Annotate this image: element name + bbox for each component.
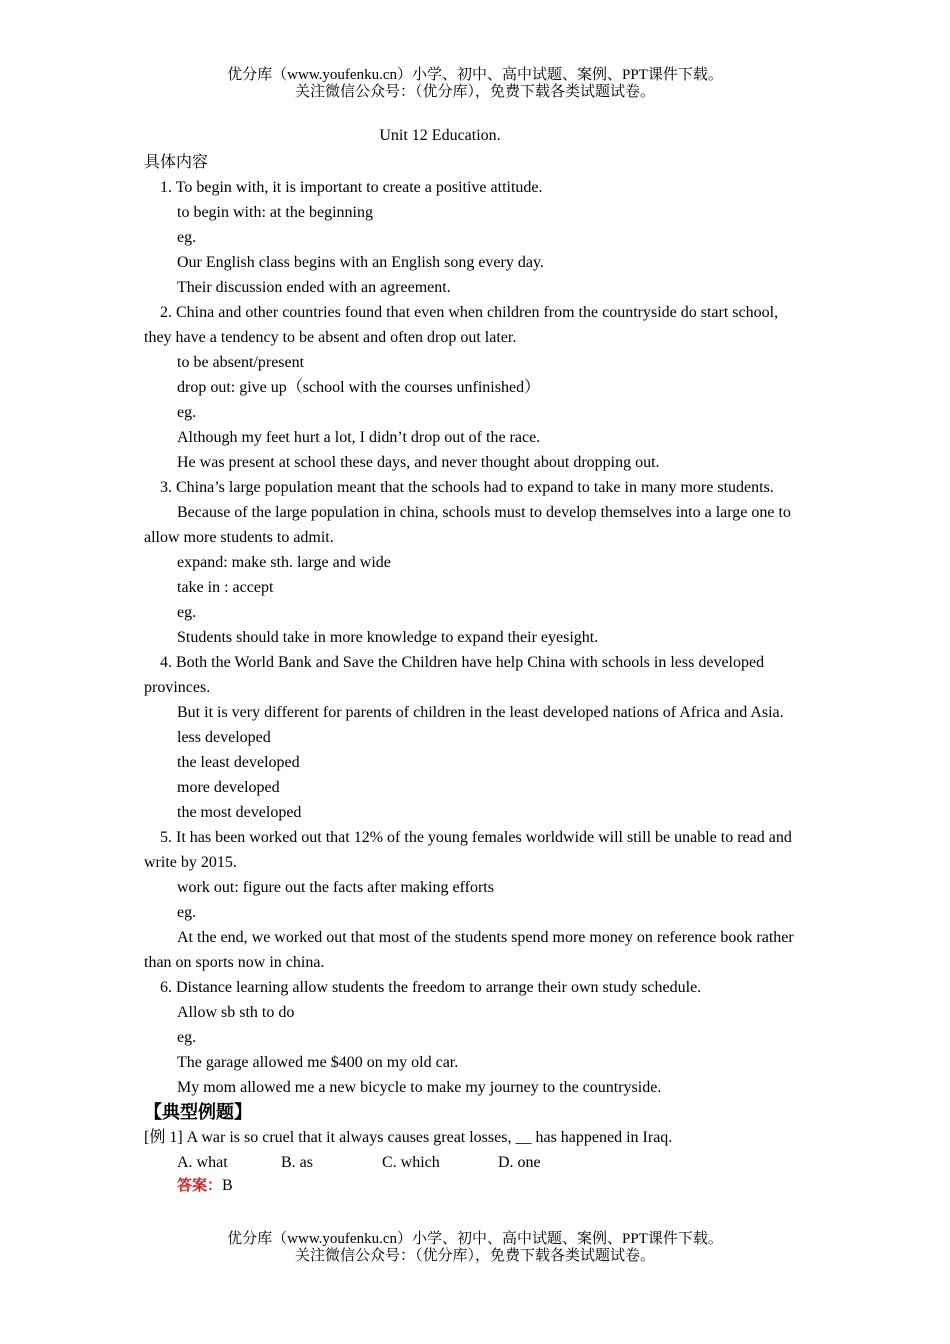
- answer: [144, 1175, 808, 1196]
- example-sentence: Students should take in more knowledge to expand their eyesight.: [177, 629, 599, 646]
- example-sentence: Their discussion ended with an agreement.: [177, 279, 451, 296]
- point-3: 3. China’s large population meant that the schools had to expand to take in many more students.: [160, 479, 774, 496]
- eg-label: eg.: [177, 229, 197, 246]
- definition: to begin with: at the beginning: [177, 204, 373, 221]
- point-4: 4. Both the World Bank and Save the Children have help China with schools in less developed provinces.: [144, 654, 765, 696]
- point-6: 6. Distance learning allow students the freedom to arrange their own study schedule.: [160, 979, 702, 996]
- phrase: the most developed: [177, 804, 302, 821]
- eg-label: eg.: [177, 604, 197, 621]
- example-sentence: Although my feet hurt a lot, I didn’t drop out of the race.: [177, 429, 541, 446]
- point-5: 5. It has been worked out that 12% of the young females worldwide will still be unable to read and write by 2015.: [144, 829, 792, 871]
- point-1: 1. To begin with, it is important to create a positive attitude.: [160, 179, 543, 196]
- footer-line-2: 关注微信公众号：（优分库），免费下载各类试题试卷。: [294, 1248, 655, 1264]
- example-sentence: The garage allowed me $400 on my old car.: [177, 1054, 459, 1071]
- phrase: less developed: [177, 729, 271, 746]
- paraphrase: But it is very different for parents of children in the least developed nations of Africa and Asia.: [177, 704, 784, 721]
- option-c: C. which: [382, 1154, 440, 1171]
- definition: drop out: give up（school with the courses unfinished）: [177, 379, 541, 396]
- header-line-2: 关注微信公众号：（优分库），免费下载各类试题试卷。: [294, 84, 655, 100]
- definition: work out: figure out the facts after making efforts: [177, 879, 494, 896]
- example-sentence: At the end, we worked out that most of the students spend more money on reference book rather than on sports now in china.: [144, 929, 794, 971]
- answer-label: 答案：: [177, 1176, 223, 1194]
- page-header: [0, 67, 950, 101]
- page-footer: [0, 1231, 950, 1265]
- answer-options: [144, 1150, 808, 1175]
- footer-line-1: 优分库（www.youfenku.cn）小学、初中、高中试题、案例、PPT课件下载。: [227, 1231, 723, 1247]
- example-sentence: He was present at school these days, and never thought about dropping out.: [177, 454, 660, 471]
- option-b: B. as: [281, 1154, 313, 1171]
- point-2: 2. China and other countries found that even when children from the countryside do start school, they have a tendency to be absent and often drop out later.: [144, 304, 779, 346]
- answer-value: B: [222, 1177, 233, 1194]
- definition: expand: make sth. large and wide: [177, 554, 391, 571]
- definition: Allow sb sth to do: [177, 1004, 295, 1021]
- page-title: Unit 12 Education.: [379, 127, 501, 144]
- eg-label: eg.: [177, 1029, 197, 1046]
- definition: to be absent/present: [177, 354, 305, 371]
- option-d: D. one: [498, 1154, 541, 1171]
- option-a: A. what: [177, 1154, 228, 1171]
- eg-label: eg.: [177, 904, 197, 921]
- phrase: the least developed: [177, 754, 300, 771]
- header-line-1: 优分库（www.youfenku.cn）小学、初中、高中试题、案例、PPT课件下载。: [227, 67, 723, 83]
- document-body: [144, 150, 808, 1196]
- definition: take in : accept: [177, 579, 274, 596]
- example-sentence: Our English class begins with an English song every day.: [177, 254, 544, 271]
- eg-label: eg.: [177, 404, 197, 421]
- section-label: 具体内容: [144, 154, 209, 171]
- paraphrase: Because of the large population in china, schools must to develop themselves into a large one to allow more students to admit.: [144, 504, 791, 546]
- examples-heading: 【典型例题】: [144, 1102, 252, 1123]
- example-sentence: My mom allowed me a new bicycle to make my journey to the countryside.: [177, 1079, 662, 1096]
- phrase: more developed: [177, 779, 280, 796]
- example-question: [例 1] A war is so cruel that it always causes great losses, __ has happened in Iraq.: [144, 1129, 673, 1146]
